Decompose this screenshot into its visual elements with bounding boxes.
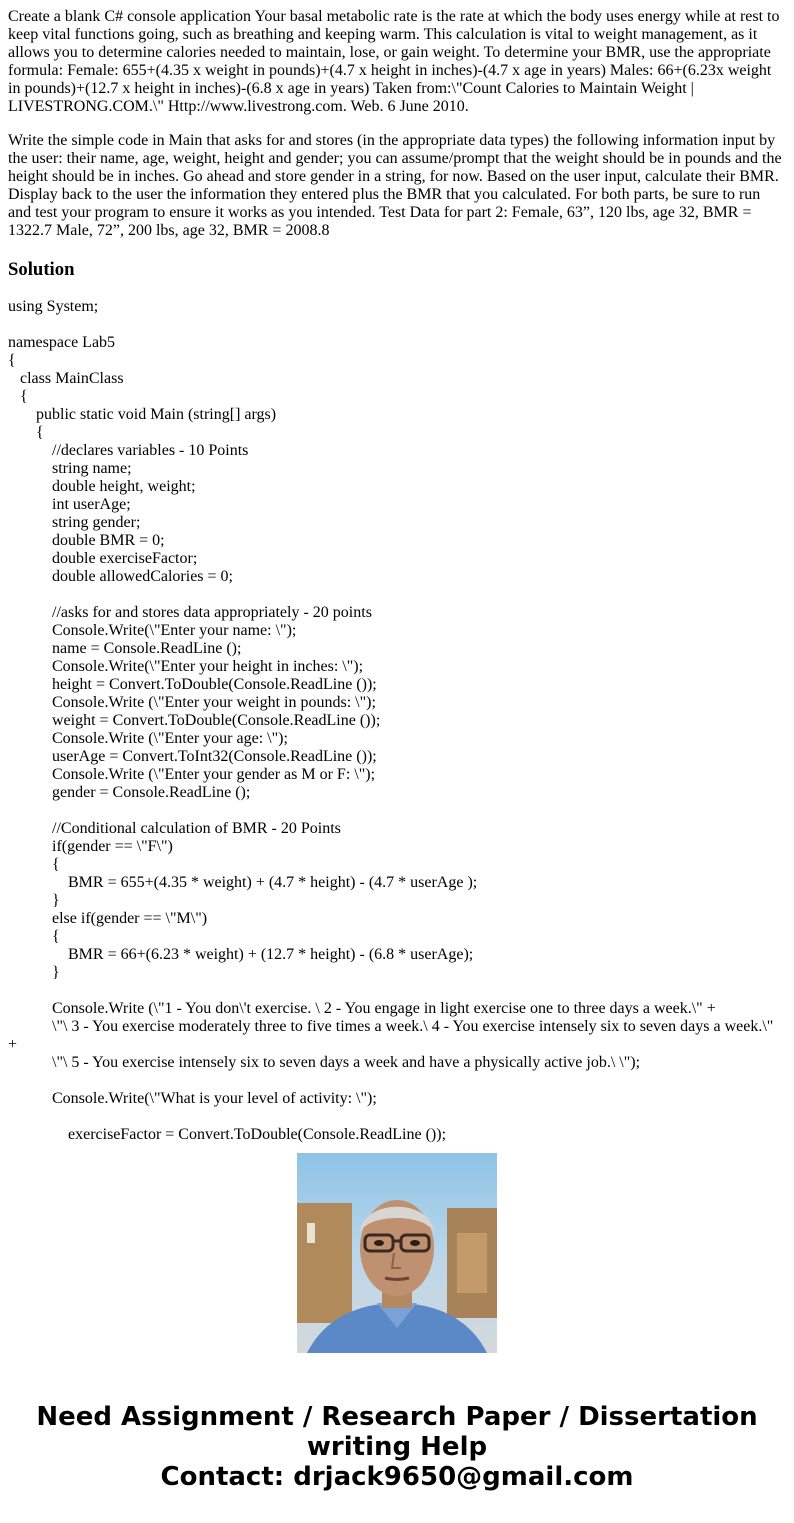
code-line: Console.Write(\"Enter your height in inches: \"); bbox=[52, 658, 364, 675]
code-line: namespace Lab5 bbox=[8, 334, 116, 351]
code-line: class MainClass bbox=[20, 370, 124, 387]
code-line: exerciseFactor = Convert.ToDouble(Console.ReadLine ()); bbox=[68, 1126, 447, 1143]
code-line: \"\ 5 - You exercise intensely six to seven days a week and have a physically active job.\ \"); bbox=[52, 1054, 641, 1071]
question-paragraph-2: Write the simple code in Main that asks for and stores (in the appropriate data types) the following information input by the user: their name, age, weight, height and gender; you can assume/prompt that the weight should be in pounds and the height should be in inches. Go ahead and store gender in a string, for now. Based on the user input, calculate their BMR. Display back to the user the information they entered plus the BMR that you calculated. For both parts, be sure to run and test your program to ensure it works as you intended. Test Data for part 2: Female, 63”, 120 lbs, age 32, BMR = 1322.7 Male, 72”, 200 lbs, age 32, BMR = 2008.8 bbox=[8, 132, 782, 239]
code-blank-line bbox=[8, 1108, 786, 1126]
code-line: } bbox=[52, 964, 60, 981]
banner-line-2: writing Help bbox=[306, 1432, 488, 1462]
code-line: { bbox=[52, 928, 60, 945]
code-line: //asks for and stores data appropriately - 20 points bbox=[52, 604, 372, 621]
code-line: int userAge; bbox=[52, 496, 131, 513]
code-line: gender = Console.ReadLine (); bbox=[52, 784, 251, 801]
code-line: { bbox=[36, 424, 44, 441]
document-body bbox=[8, 0, 786, 1143]
code-line: double BMR = 0; bbox=[52, 532, 165, 549]
code-line: if(gender == \"F\") bbox=[52, 838, 173, 855]
code-line: } bbox=[52, 892, 60, 909]
author-photo bbox=[297, 1153, 497, 1353]
code-line: using System; bbox=[8, 298, 99, 315]
code-line: string gender; bbox=[52, 514, 141, 531]
code-line: double exerciseFactor; bbox=[52, 550, 198, 567]
code-blank-line bbox=[8, 982, 786, 1000]
code-line: double allowedCalories = 0; bbox=[52, 568, 233, 585]
code-line: userAge = Convert.ToInt32(Console.ReadLine ()); bbox=[52, 748, 377, 765]
code-line: Console.Write (\"Enter your weight in pounds: \"); bbox=[52, 694, 376, 711]
banner-line-1: Need Assignment / Research Paper / Dissertation bbox=[36, 1402, 758, 1432]
solution-code bbox=[8, 298, 786, 1143]
code-blank-line bbox=[8, 586, 786, 604]
code-line: public static void Main (string[] args) bbox=[36, 406, 277, 423]
code-line: //declares variables - 10 Points bbox=[52, 442, 249, 459]
code-line: Console.Write (\"Enter your gender as M or F: \"); bbox=[52, 766, 376, 783]
code-line: name = Console.ReadLine (); bbox=[52, 640, 242, 657]
code-line: height = Convert.ToDouble(Console.ReadLine ()); bbox=[52, 676, 377, 693]
code-line: Console.Write(\"Enter your name: \"); bbox=[52, 622, 297, 639]
code-line: BMR = 655+(4.35 * weight) + (4.7 * height) - (4.7 * userAge ); bbox=[68, 874, 478, 891]
code-line: Console.Write(\"What is your level of activity: \"); bbox=[52, 1090, 377, 1107]
code-line: weight = Convert.ToDouble(Console.ReadLine ()); bbox=[52, 712, 381, 729]
code-blank-line bbox=[8, 1072, 786, 1090]
code-line: Console.Write (\"Enter your age: \"); bbox=[52, 730, 288, 747]
code-line: { bbox=[52, 856, 60, 873]
code-line: + bbox=[8, 1036, 18, 1053]
promo-banner bbox=[0, 1402, 794, 1492]
code-line: else if(gender == \"M\") bbox=[52, 910, 208, 927]
code-line: string name; bbox=[52, 460, 132, 477]
code-line: //Conditional calculation of BMR - 20 Points bbox=[52, 820, 341, 837]
code-line: BMR = 66+(6.23 * weight) + (12.7 * height) - (6.8 * userAge); bbox=[68, 946, 474, 963]
code-line: \"\ 3 - You exercise moderately three to five times a week.\ 4 - You exercise intensely six to seven days a week.\" bbox=[52, 1018, 774, 1035]
code-line: double height, weight; bbox=[52, 478, 196, 495]
code-line: Console.Write (\"1 - You don\'t exercise. \ 2 - You engage in light exercise one to three days a week.\" + bbox=[52, 1000, 716, 1017]
code-blank-line bbox=[8, 316, 786, 334]
code-blank-line bbox=[8, 802, 786, 820]
solution-heading: Solution bbox=[8, 259, 75, 280]
question-paragraph-1: Create a blank C# console application Your basal metabolic rate is the rate at which the body uses energy while at rest to keep vital functions going, such as breathing and keeping warm. This calculation is vital to weight management, as it allows you to determine calories needed to maintain, lose, or gain weight. To determine your BMR, use the appropriate formula: Female: 655+(4.35 x weight in pounds)+(4.7 x height in inches)-(4.7 x age in years) Males: 66+(6.23x weight in pounds)+(12.7 x height in inches)-(6.8 x age in years) Taken from:\"Count Calories to Maintain Weight | LIVESTRONG.COM.\" Http://www.livestrong.com. Web. 6 June 2010. bbox=[8, 8, 780, 115]
code-line: { bbox=[8, 352, 16, 369]
code-line: { bbox=[20, 388, 28, 405]
banner-contact: Contact: drjack9650@gmail.com bbox=[160, 1462, 634, 1492]
